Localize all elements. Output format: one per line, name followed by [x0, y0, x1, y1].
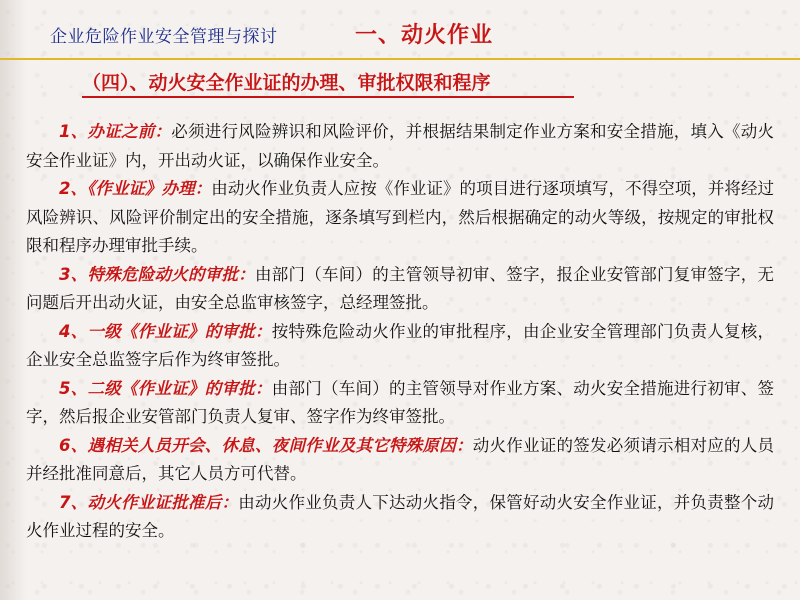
list-item-7: [26, 489, 774, 546]
item-lead: 3、特殊危险动火的审批：: [59, 264, 255, 284]
header-divider: [0, 58, 800, 60]
item-text: 动火作业证的签发必须请示相对应的人员并经批准同意后，其它人员方可代替。: [26, 435, 775, 483]
course-title: 企业危险作业安全管理与探讨: [50, 27, 278, 47]
item-lead: 1、办证之前：: [59, 122, 172, 141]
item-text: 由动火作业负责人下达动火指令，保管好动火安全作业证，并负责整个动火作业过程的安全。: [26, 492, 775, 540]
section-title: 一、动火作业: [355, 23, 494, 48]
item-lead: 2、《作业证》办理：: [59, 179, 212, 198]
left-edge-shade: [0, 0, 26, 600]
list-item-4: [26, 318, 774, 375]
content-body: [26, 118, 774, 546]
item-text: 由部门（车间）的主管领导对作业方案、动火安全措施进行初审、签字，然后报企业安管部门负责人复审、签字作为终审签批。: [26, 378, 775, 426]
item-lead: 7、动火作业证批准后：: [59, 492, 239, 512]
list-item-2: [26, 175, 774, 261]
subsection-title: （四）、动火安全作业证的办理、审批权限和程序: [82, 72, 491, 94]
list-item-6: [26, 432, 774, 489]
list-item-5: [26, 375, 774, 432]
item-text: 必须进行风险辨识和风险评价，并根据结果制定作业方案和安全措施，填入《动火安全作业证》内，开出动火证，以确保作业安全。: [26, 122, 774, 170]
item-text: 按特殊危险动火作业的审批程序，由企业安全管理部门负责人复核，企业安全总监签字后作为终审签批。: [26, 321, 775, 369]
item-lead: 5、二级《作业证》的审批：: [59, 378, 272, 398]
slide-header: [0, 0, 800, 62]
item-text: 由动火作业负责人应按《作业证》的项目进行逐项填写，不得空项，并将经过风险辨识、风险评价制定出的安全措施，逐条填写到栏内，然后根据确定的动火等级，按规定的审批权限和程序办理审批手续。: [26, 179, 775, 255]
list-item-3: [26, 261, 774, 318]
list-item-1: [26, 118, 774, 175]
item-lead: 4、一级《作业证》的审批：: [59, 321, 272, 341]
item-text: 由部门（车间）的主管领导初审、签字，报企业安管部门复审签字，无问题后开出动火证，由安全总监审核签字，总经理签批。: [26, 264, 775, 312]
item-lead: 6、遇相关人员开会、休息、夜间作业及其它特殊原因：: [59, 435, 473, 455]
subsection-title-underline: [82, 96, 574, 98]
